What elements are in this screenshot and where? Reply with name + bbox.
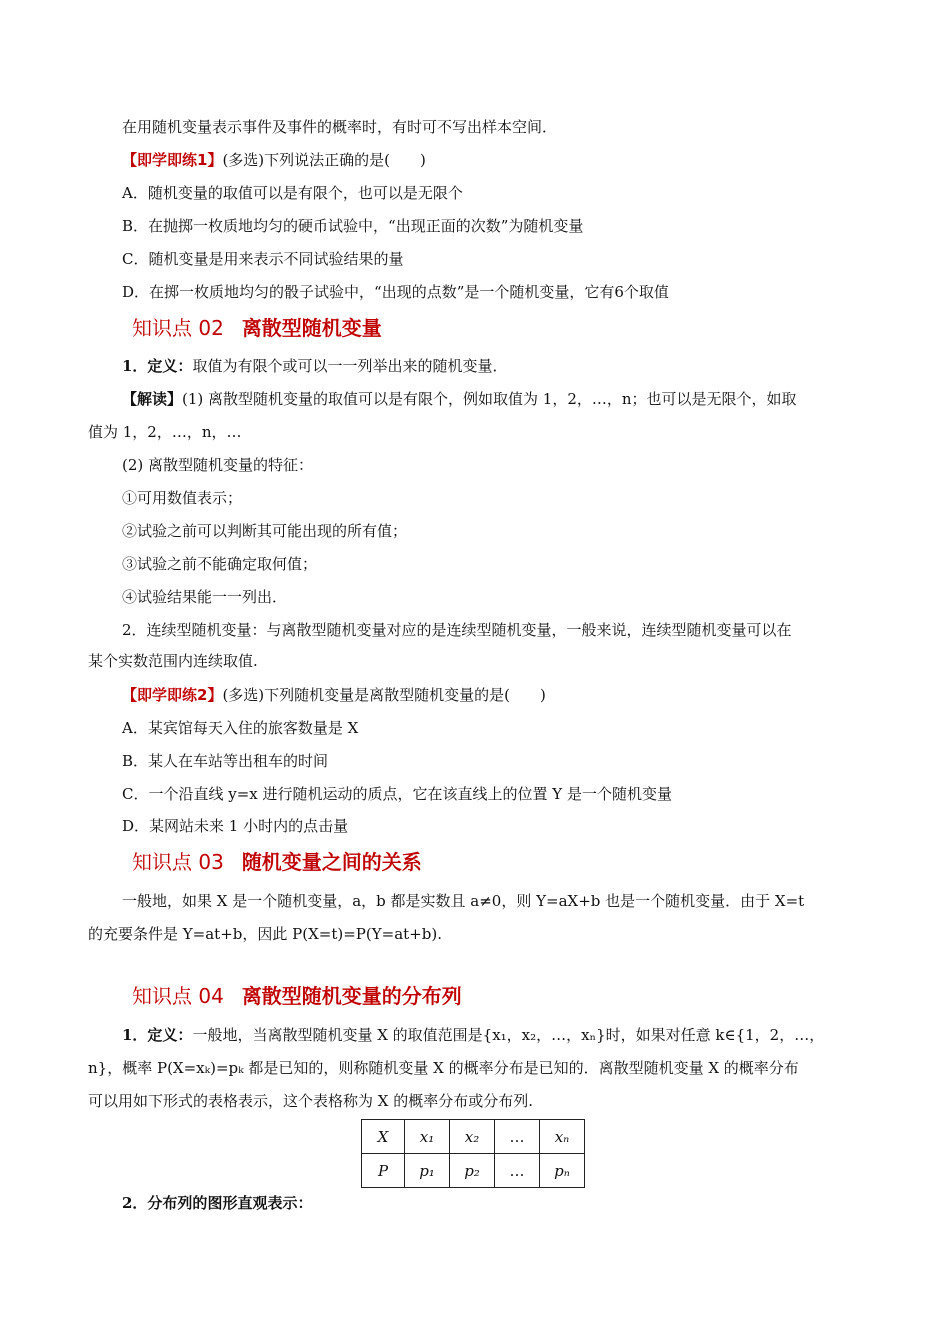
exercise-1-option-c: C．随机变量是用来表示不同试验结果的量 xyxy=(122,250,404,268)
section-heading-03 xyxy=(132,848,422,876)
distribution-table xyxy=(361,1119,585,1188)
exercise-1-option-b: B．在抛掷一枚质地均匀的硬币试验中，“出现正面的次数”为随机变量 xyxy=(122,217,584,235)
feature-4: ④试验结果能一一列出． xyxy=(122,588,288,606)
interpretation-line-2: 值为 1，2，…，n，… xyxy=(88,423,242,441)
table-cell: … xyxy=(495,1120,540,1154)
feature-3: ③试验之前不能确定取何值； xyxy=(122,555,318,573)
relation-line-1: 一般地，如果 X 是一个随机变量，a，b 都是实数且 a≠0，则 Y=aX+b 也是一个随机变量．由于 X=t xyxy=(122,892,805,910)
distribution-line-1 xyxy=(122,1024,824,1046)
table-row xyxy=(362,1154,585,1188)
continuous-line-1: 2．连续型随机变量：与离散型随机变量对应的是连续型随机变量，一般来说，连续型随机变量可以在 xyxy=(122,621,792,639)
exercise-2-tag: 【即学即练2】 xyxy=(122,686,223,704)
distribution-line-3: 可以用如下形式的表格表示，这个表格称为 X 的概率分布或分布列. xyxy=(88,1092,533,1110)
exercise-1-tag: 【即学即练1】 xyxy=(122,151,223,169)
table-row xyxy=(362,1120,585,1154)
section-heading-04 xyxy=(132,982,462,1010)
definition-text: 取值为有限个或可以一一列举出来的随机变量． xyxy=(192,357,508,375)
exercise-2-question xyxy=(122,684,546,706)
exercise-2-option-d: D．某网站未来 1 小时内的点击量 xyxy=(122,817,349,835)
section-heading-02 xyxy=(132,314,382,342)
table-cell: P xyxy=(362,1154,405,1188)
exercise-1-option-d: D．在掷一枚质地均匀的骰子试验中，“出现的点数”是一个随机变量，它有6个取值 xyxy=(122,283,669,301)
distribution-line-2: n}，概率 P(X=xₖ)=pₖ 都是已知的，则称随机变量 X 的概率分布是已知的．离散型随机变量 X 的概率分布 xyxy=(88,1059,799,1077)
exercise-2-option-a: A．某宾馆每天入住的旅客数量是 X xyxy=(122,719,359,737)
graph-label: 2．分布列的图形直观表示： xyxy=(122,1194,313,1212)
interpretation-text: (1) 离散型随机变量的取值可以是有限个，例如取值为 1，2，…，n；也可以是无限个，如取 xyxy=(182,390,797,408)
intro-text: 在用随机变量表示事件及事件的概率时，有时可不写出样本空间． xyxy=(122,118,558,136)
table-cell: xₙ xyxy=(540,1120,585,1154)
features-heading: (2) 离散型随机变量的特征： xyxy=(122,456,314,474)
table-cell: X xyxy=(362,1120,405,1154)
exercise-2-stem: (多选)下列随机变量是离散型随机变量的是( ) xyxy=(222,686,546,704)
exercise-2-option-c: C．一个沿直线 y=x 进行随机运动的质点，它在该直线上的位置 Y 是一个随机变量 xyxy=(122,785,672,803)
section-number: 知识点 02 xyxy=(132,316,224,340)
interpretation-line-1 xyxy=(122,388,797,410)
feature-2: ②试验之前可以判断其可能出现的所有值； xyxy=(122,522,408,540)
exercise-2-option-b: B．某人在车站等出租车的时间 xyxy=(122,752,329,770)
section-title: 离散型随机变量的分布列 xyxy=(241,984,462,1008)
table-cell: p₁ xyxy=(405,1154,450,1188)
feature-1: ①可用数值表示； xyxy=(122,489,243,507)
definition-line xyxy=(122,355,507,377)
section-title: 离散型随机变量 xyxy=(241,316,382,340)
definition-label: 1．定义： xyxy=(122,357,193,375)
table-cell: … xyxy=(495,1154,540,1188)
continuous-line-2: 某个实数范围内连续取值. xyxy=(88,652,258,670)
section-title: 随机变量之间的关系 xyxy=(241,850,422,874)
exercise-1-question xyxy=(122,149,426,171)
exercise-1-option-a: A．随机变量的取值可以是有限个，也可以是无限个 xyxy=(122,184,463,202)
section-number: 知识点 03 xyxy=(132,850,224,874)
table-cell: pₙ xyxy=(540,1154,585,1188)
section-number: 知识点 04 xyxy=(132,984,224,1008)
table-cell: x₁ xyxy=(405,1120,450,1154)
definition-label: 1．定义： xyxy=(122,1026,193,1044)
relation-line-2: 的充要条件是 Y=at+b，因此 P(X=t)=P(Y=at+b). xyxy=(88,925,442,943)
exercise-1-stem: (多选)下列说法正确的是( ) xyxy=(222,151,426,169)
table-cell: x₂ xyxy=(450,1120,495,1154)
distribution-text: 一般地，当离散型随机变量 X 的取值范围是{x₁，x₂，…，xₙ}时，如果对任意 k∈{1，2，…， xyxy=(192,1026,825,1044)
interpretation-tag: 【解读】 xyxy=(122,390,183,408)
table-cell: p₂ xyxy=(450,1154,495,1188)
